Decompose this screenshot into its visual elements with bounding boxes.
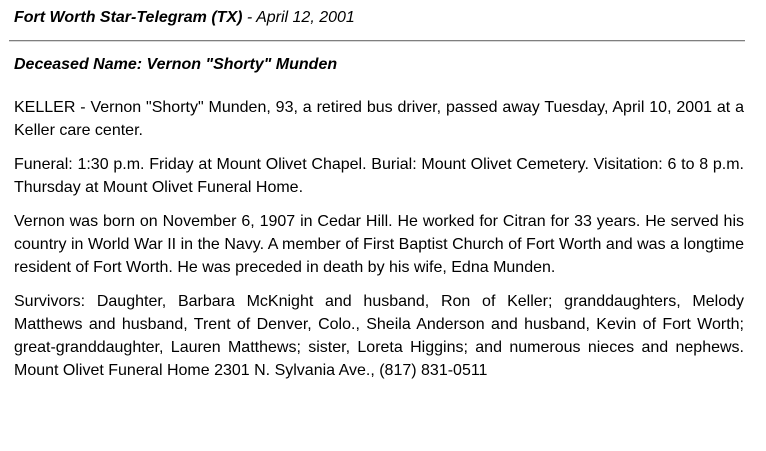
obituary-paragraph-services: Funeral: 1:30 p.m. Friday at Mount Olivet Chapel. Burial: Mount Olivet Cemetery. Visitation: 6 to 8 p.m. Thursday at Mount Olivet Funeral Home. (14, 156, 744, 196)
deceased-name: Vernon "Shorty" Munden (146, 56, 338, 73)
obituary-paragraph-biography: Vernon was born on November 6, 1907 in Cedar Hill. He worked for Citran for 33 years. He served his country in World War II in the Navy. A member of First Baptist Church of Fort Worth and was a longtime resident of Fort Worth. He was preceded in death by his wife, Edna Munden. (14, 213, 744, 276)
obituary-body (14, 96, 744, 393)
deceased-label: Deceased Name: (14, 56, 143, 73)
obituary-paragraph-survivors: Survivors: Daughter, Barbara McKnight and husband, Ron of Keller; granddaughters, Melody Matthews and husband, Trent of Denver, Colo., Sheila Anderson and husband, Kevin of Fort Worth; great-granddaughter, Lauren Matthews; sister, Loreta Higgins; and numerous nieces and nephews. Mount Olivet Funeral Home 2301 N. Sylvania Ave., (817) 831-0511 (14, 293, 744, 379)
deceased-heading (14, 56, 337, 74)
publication-date: April 12, 2001 (256, 9, 355, 26)
header-separator: - (242, 9, 257, 26)
publication-source: Fort Worth Star-Telegram (TX) (14, 9, 243, 26)
header-divider (9, 40, 745, 42)
obituary-paragraph-intro: KELLER - Vernon "Shorty" Munden, 93, a retired bus driver, passed away Tuesday, April 10, 2001 at a Keller care center. (14, 99, 744, 139)
publication-header (14, 9, 355, 27)
